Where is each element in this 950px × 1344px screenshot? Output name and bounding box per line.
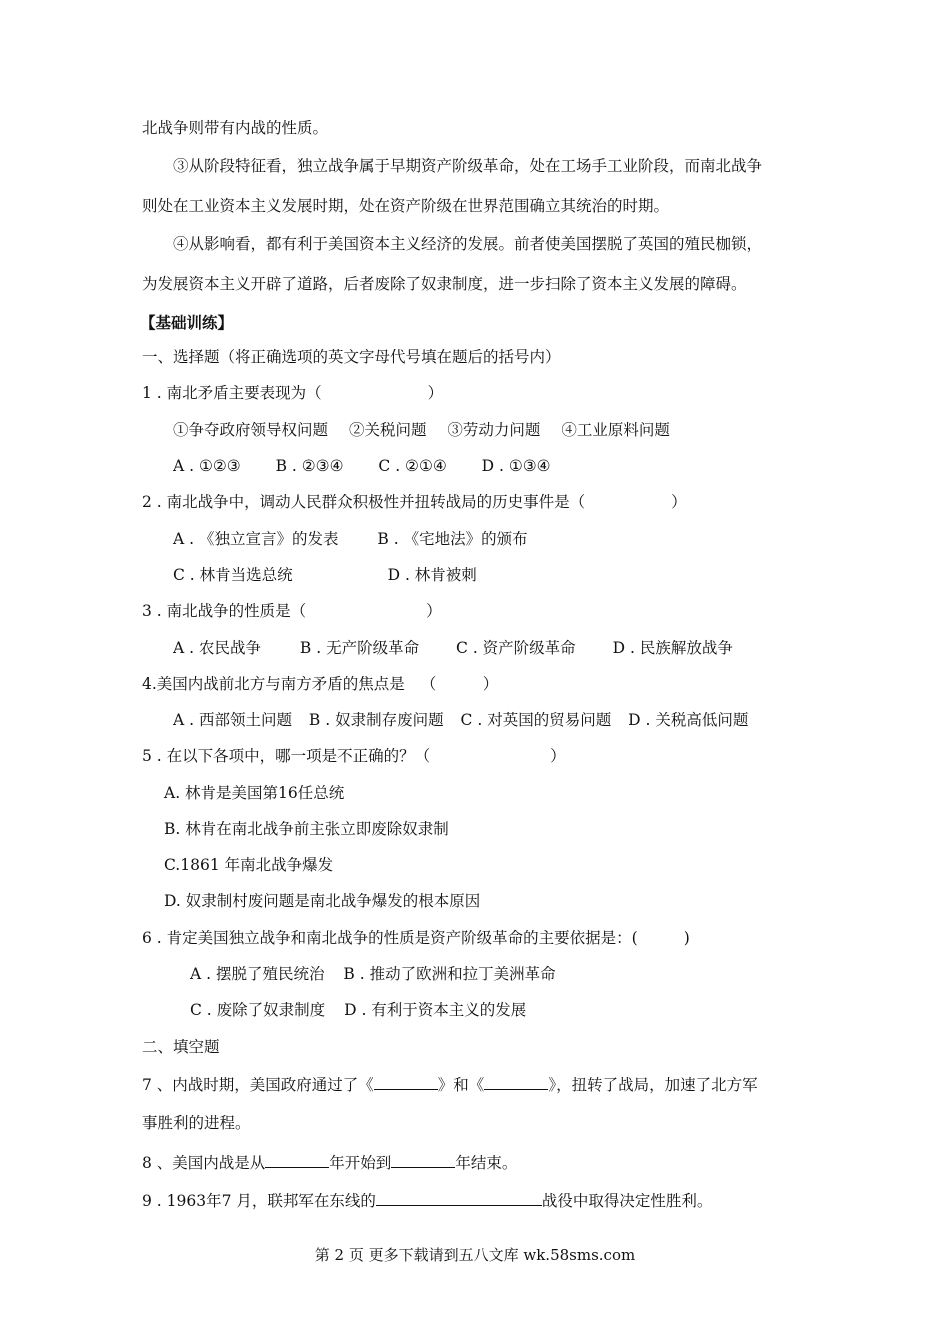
q6-stem [142, 928, 690, 948]
q6-option-d: D . 有利于资本主义的发展 [344, 1001, 527, 1019]
q5-close-paren: ） [550, 747, 566, 765]
page-footer: 第 2 页 更多下载请到五八文库 wk.58sms.com [314, 1246, 636, 1264]
q3-option-d: D . 民族解放战争 [612, 639, 733, 657]
q1-item: ③劳动力问题 [447, 421, 541, 439]
q2-close-paren: ） [671, 493, 687, 511]
q6-stem-text: 6 . 肯定美国独立战争和南北战争的性质是资产阶级革命的主要依据是：( [142, 929, 638, 947]
q1-option-a: A . ①②③ [173, 457, 241, 475]
q4-option-d: D . 关税高低问题 [628, 711, 749, 729]
q4-options [173, 710, 748, 730]
q4-option-c: C . 对英国的贸易问题 [460, 711, 612, 729]
q2-options-row-2 [173, 565, 477, 585]
q8-text-a: 8 、美国内战是从 [142, 1154, 266, 1172]
intro-paragraph-3-line-1: ④从影响看，都有利于美国资本主义经济的发展。前者使美国摆脱了英国的殖民枷锁， [173, 235, 763, 253]
q6-options-row-2 [190, 1000, 526, 1020]
q1-stem-text: 1 . 南北矛盾主要表现为（ [142, 384, 322, 402]
q9-line [142, 1189, 712, 1211]
q7-text-c: 》，扭转了战局，加速了北方军 [548, 1076, 758, 1094]
q9-text-a: 9 . 1963年7 月，联邦军在东线的 [142, 1192, 376, 1210]
q7-blank-1[interactable] [374, 1073, 438, 1090]
q4-stem [142, 674, 498, 694]
intro-paragraph-2-line-1: ③从阶段特征看，独立战争属于早期资产阶级革命，处在工场手工业阶段，而南北战争 [173, 157, 763, 175]
q3-close-paren: ） [426, 602, 442, 620]
q4-option-a: A . 西部领土问题 [173, 711, 292, 729]
q4-stem-text: 4.美国内战前北方与南方矛盾的焦点是 [142, 675, 405, 693]
q1-stem [142, 383, 443, 403]
q1-item: ①争夺政府领导权问题 [173, 421, 329, 439]
q3-stem [142, 601, 442, 621]
q6-options-row-1 [190, 964, 556, 984]
q7-blank-2[interactable] [484, 1073, 548, 1090]
part2-title: 二、填空题 [142, 1038, 220, 1056]
q3-option-a: A . 农民战争 [173, 639, 261, 657]
q8-line [142, 1151, 517, 1173]
q2-option-a: A . 《独立宣言》的发表 [173, 530, 339, 548]
q1-item: ②关税问题 [348, 421, 427, 439]
q6-close-paren: ) [683, 929, 690, 947]
q4-option-b: B . 奴隶制存废问题 [308, 711, 444, 729]
q1-option-b: B . ②③④ [275, 457, 344, 475]
q2-option-b: B . 《宅地法》的颁布 [377, 530, 528, 548]
q2-stem-text: 2 . 南北战争中，调动人民群众积极性并扭转战局的历史事件是（ [142, 493, 586, 511]
intro-paragraph-3-line-2: 为发展资本主义开辟了道路，后者废除了奴隶制度，进一步扫除了资本主义发展的障碍。 [142, 275, 747, 293]
part1-title: 一、选择题（将正确选项的英文字母代号填在题后的括号内） [142, 348, 561, 366]
q7-text-a: 7 、内战时期，美国政府通过了《 [142, 1076, 374, 1094]
q6-option-b: B . 推动了欧洲和拉丁美洲革命 [343, 965, 556, 983]
q9-blank[interactable] [376, 1189, 542, 1206]
q2-options-row-1 [173, 529, 528, 549]
q3-option-b: B . 无产阶级革命 [299, 639, 420, 657]
q1-options [173, 456, 551, 476]
q3-option-c: C . 资产阶级革命 [456, 639, 576, 657]
q2-stem [142, 492, 687, 512]
q1-item: ④工业原料问题 [561, 421, 670, 439]
q2-option-d: D . 林肯被刺 [387, 566, 477, 584]
q1-close-paren: ） [427, 384, 444, 402]
q1-items [173, 420, 670, 440]
q9-text-b: 战役中取得决定性胜利。 [541, 1192, 713, 1210]
q1-option-d: D . ①③④ [481, 457, 551, 475]
q6-option-c: C . 废除了奴隶制度 [190, 1001, 326, 1019]
q3-stem-text: 3 . 南北战争的性质是（ [142, 602, 307, 620]
q5-stem-text: 5 . 在以下各项中，哪一项是不正确的？（ [142, 747, 431, 765]
q6-option-a: A . 摆脱了殖民统治 [190, 965, 325, 983]
q8-text-c: 年结束。 [455, 1154, 518, 1172]
q1-option-c: C . ②①④ [378, 457, 447, 475]
q8-blank-2[interactable] [391, 1151, 455, 1168]
q2-option-c: C . 林肯当选总统 [173, 566, 293, 584]
intro-paragraph-1-tail: 北战争则带有内战的性质。 [142, 119, 329, 137]
q7-line-1 [142, 1073, 758, 1095]
q5-option-a: A. 林肯是美国第16任总统 [164, 784, 345, 802]
q7-line-2: 事胜利的进程。 [142, 1114, 251, 1132]
q5-option-b: B. 林肯在南北战争前主张立即废除奴隶制 [164, 820, 449, 838]
q5-option-c: C.1861 年南北战争爆发 [164, 856, 334, 874]
q5-stem [142, 746, 566, 766]
intro-paragraph-2-line-2: 则处在工业资本主义发展时期，处在资产阶级在世界范围确立其统治的时期。 [142, 197, 670, 215]
q5-option-d: D. 奴隶制村废问题是南北战争爆发的根本原因 [164, 892, 481, 910]
q8-text-b: 年开始到 [329, 1154, 392, 1172]
q8-blank-1[interactable] [265, 1151, 329, 1168]
q3-options [173, 638, 733, 658]
section-title: 【基础训练】 [140, 313, 234, 332]
q4-paren: （ ） [420, 675, 499, 693]
q7-text-b: 》和《 [437, 1076, 485, 1094]
